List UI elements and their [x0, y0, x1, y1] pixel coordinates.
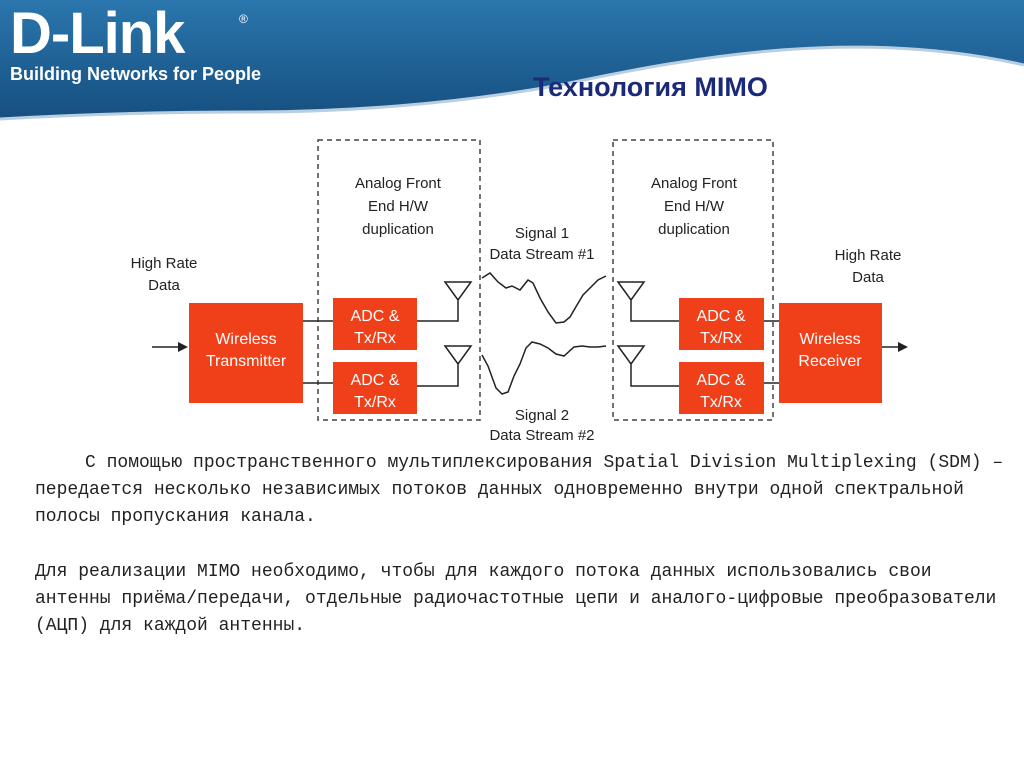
- receiver-label-line1: Wireless: [799, 331, 861, 348]
- signal2-label-line1: Signal 2: [514, 407, 570, 424]
- output-arrowhead: [898, 342, 908, 352]
- antenna-icon: [417, 282, 471, 321]
- adc-rx-2-label-line2: Tx/Rx: [700, 394, 742, 411]
- afe-left-label-line2: End H/W: [367, 198, 429, 215]
- afe-left-label-line1: Analog Front: [355, 175, 441, 192]
- body-paragraph-mimo: Для реализации MIMO необходимо, чтобы для каждого потока данных использовались свои антенны приёма/передачи, отдельные радиочастотные цепи и аналого-цифровые преобразователи (АЦП) для каждой антенны.: [35, 562, 997, 636]
- antenna-icon: [618, 282, 679, 321]
- header-banner: [0, 0, 1024, 125]
- adc-rx-1-label-line2: Tx/Rx: [700, 330, 742, 347]
- signal1-label-line2: Data Stream #1: [489, 246, 595, 263]
- adc-rx-2-label-line1: ADC &: [696, 372, 746, 389]
- transmitter-label-line1: Wireless: [215, 331, 277, 348]
- signal1-label-line1: Signal 1: [514, 225, 570, 242]
- afe-right-label-line1: Analog Front: [651, 175, 737, 192]
- afe-right-label-line3: duplication: [658, 221, 730, 238]
- signal1-waveform: [482, 273, 606, 323]
- output-label-line1: High Rate: [834, 247, 902, 264]
- mimo-diagram: [0, 130, 1024, 450]
- antenna-icon: [417, 346, 471, 386]
- signal2-waveform: [482, 342, 606, 394]
- afe-left-label-line3: duplication: [362, 221, 434, 238]
- adc-tx-1-label-line1: ADC &: [350, 308, 400, 325]
- logo-tagline: Building Networks for People: [10, 64, 262, 84]
- adc-rx-1-label-line1: ADC &: [696, 308, 746, 325]
- signal2-label-line2: Data Stream #2: [489, 427, 595, 444]
- adc-tx-2-label-line2: Tx/Rx: [354, 394, 396, 411]
- transmitter-label-line2: Transmitter: [205, 353, 287, 370]
- output-label-line2: Data: [852, 269, 884, 286]
- body-paragraph-sdm: С помощью пространственного мультиплексирования Spatial Division Multiplexing (SDM) – передается несколько независимых потоков данных одновременно внутри одной спектральной полосы пропускания канала.: [35, 453, 1004, 527]
- adc-tx-2-label-line1: ADC &: [350, 372, 400, 389]
- afe-right-label-line2: End H/W: [663, 198, 725, 215]
- registered-mark: ®: [239, 12, 248, 26]
- receiver-label-line2: Receiver: [798, 353, 862, 370]
- logo-wordmark: D-Link: [10, 1, 185, 66]
- input-label-line1: High Rate: [130, 255, 198, 272]
- input-arrowhead: [178, 342, 188, 352]
- antenna-icon: [618, 346, 679, 386]
- adc-tx-1-label-line2: Tx/Rx: [354, 330, 396, 347]
- page-title: Технология MIMO: [533, 72, 768, 102]
- input-label-line2: Data: [148, 277, 180, 294]
